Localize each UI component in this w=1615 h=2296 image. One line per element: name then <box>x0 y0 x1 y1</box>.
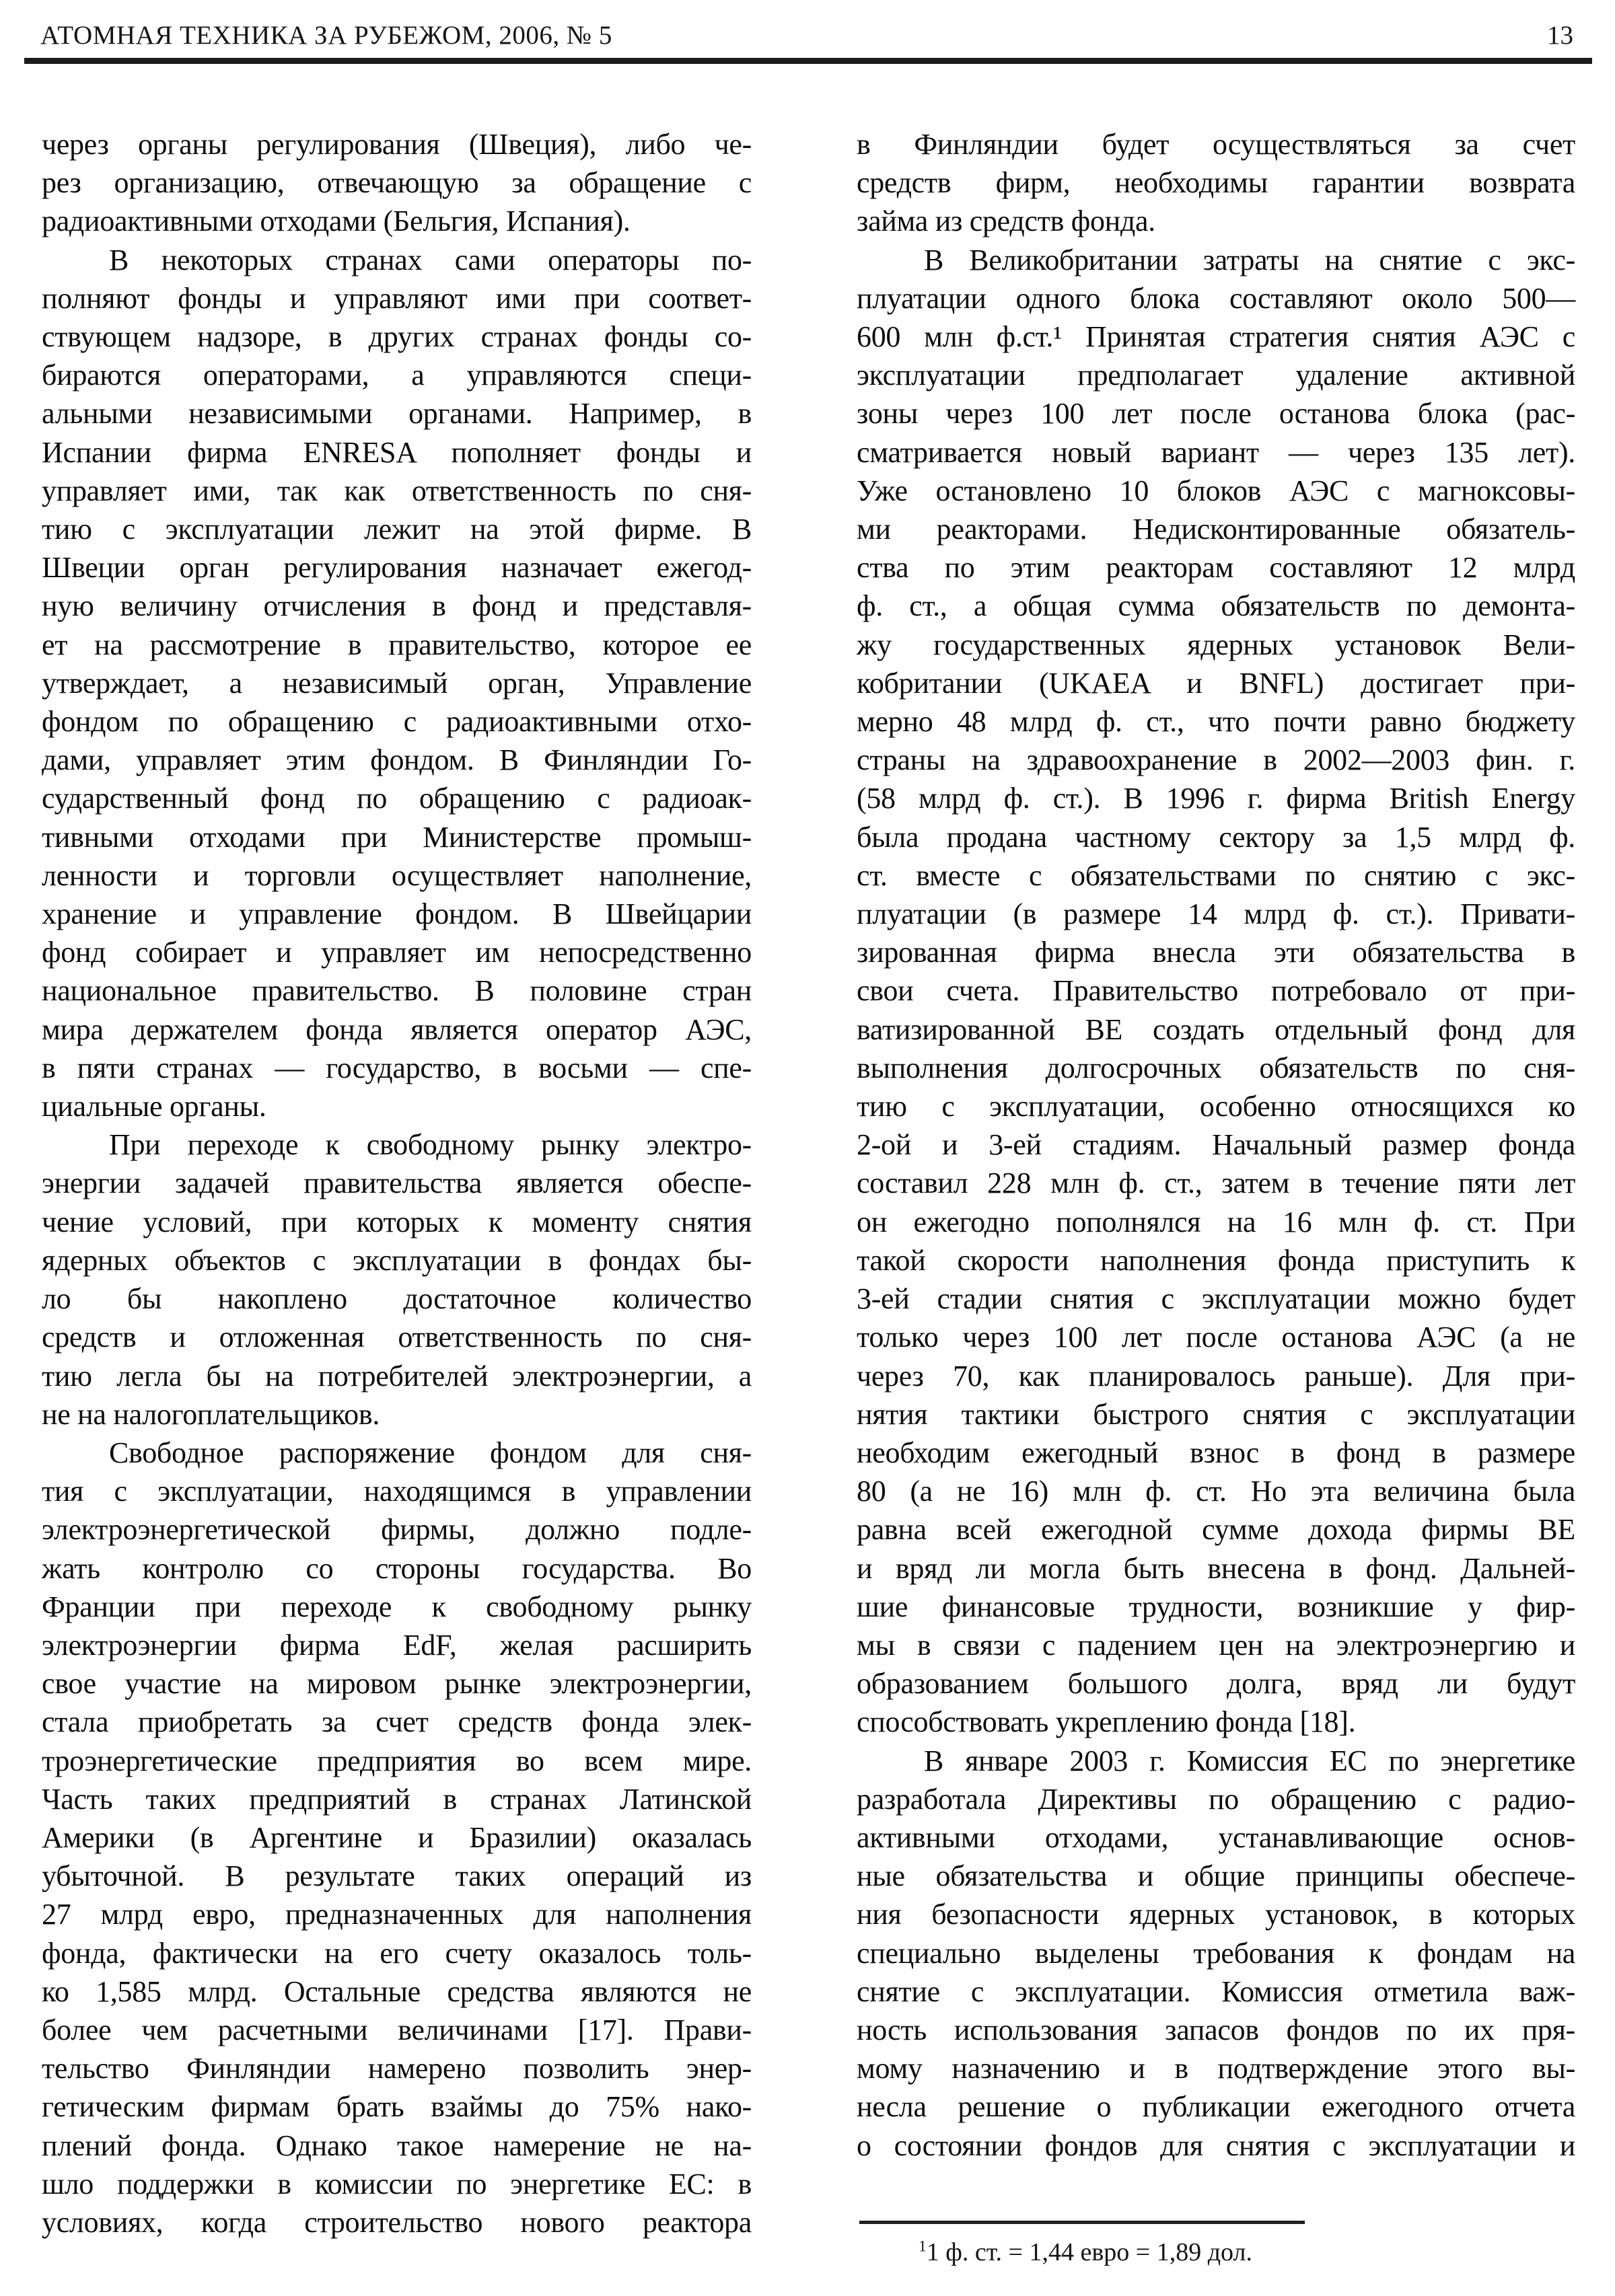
text-line: энергии задачей правительства является обеспе- <box>42 1166 752 1200</box>
text-line: 80 (а не 16) млн ф. ст. Но эта величина была <box>857 1475 1575 1508</box>
text-line: тию легла бы на потребителей электроэнергии, а <box>42 1359 752 1393</box>
text-line: образованием большого долга, вряд ли будут <box>857 1667 1575 1701</box>
text-line: мира держателем фонда является оператор АЭС, <box>42 1012 752 1046</box>
text-line: необходим ежегодный взнос в фонд в размере <box>857 1436 1575 1469</box>
text-line: сударственный фонд по обращению с радиоак- <box>42 782 752 815</box>
text-line: плуатации (в размере 14 млрд ф. ст.). Привати- <box>857 897 1575 931</box>
text-line: займа из средств фонда. <box>857 205 1155 238</box>
text-line: При переходе к свободному рынку электро- <box>109 1128 752 1162</box>
text-line: Часть таких предприятий в странах Латинской <box>42 1782 752 1816</box>
text-line: не на налогоплательщиков. <box>42 1397 380 1431</box>
text-line: троэнергетические предприятия во всем мире. <box>42 1744 752 1777</box>
text-line: ми реакторами. Недисконтированные обязатель- <box>857 513 1575 546</box>
text-line: Америки (в Аргентине и Бразилии) оказалась <box>42 1820 752 1854</box>
text-line: ло бы накоплено достаточное количество <box>42 1282 752 1316</box>
text-line: дами, управляет этим фондом. В Финляндии Го- <box>42 743 752 777</box>
text-line: через органы регулирования (Швеция), либо че- <box>42 128 752 161</box>
text-line: бираются операторами, а управляются специ- <box>42 359 752 392</box>
text-line: мерно 48 млрд ф. ст., что почти равно бюджету <box>857 705 1575 739</box>
text-line: специально выделены требования к фондам на <box>857 1936 1575 1970</box>
text-line: В Великобритании затраты на снятие с экс- <box>924 243 1575 276</box>
text-line: шло поддержки в комиссии по энергетике ЕС: в <box>42 2167 752 2200</box>
text-line: он ежегодно пополнялся на 16 млн ф. ст. При <box>857 1205 1575 1238</box>
footnote-separator <box>859 2221 1305 2224</box>
text-line: управляет ими, так как ответственность по сня- <box>42 474 752 507</box>
text-line: зоны через 100 лет после останова блока (рас- <box>857 397 1575 431</box>
text-line: Уже остановлено 10 блоков АЭС с магноксовы- <box>857 474 1575 507</box>
text-line: ет на рассмотрение в правительство, которое ее <box>42 628 752 661</box>
text-line: ф. ст., а общая сумма обязательств по демонта- <box>857 589 1575 623</box>
text-line: зированная фирма внесла эти обязательства в <box>857 936 1575 969</box>
text-line: жу государственных ядерных установок Вели- <box>857 628 1575 661</box>
text-line: нятия тактики быстрого снятия с эксплуатации <box>857 1397 1575 1431</box>
text-line: свои счета. Правительство потребовало от при- <box>857 974 1575 1008</box>
text-line: в пяти странах — государство, в восьми — спе- <box>42 1051 752 1084</box>
text-line: фондом по обращению с радиоактивными отхо- <box>42 705 752 739</box>
text-line: ватизированной BE создать отдельный фонд для <box>857 1012 1575 1046</box>
text-line: разработала Директивы по обращению с радио- <box>857 1782 1575 1816</box>
text-line: альными независимыми органами. Например, в <box>42 397 752 431</box>
text-line: плуатации одного блока составляют около 500— <box>857 281 1575 315</box>
page-number: 13 <box>1547 21 1573 50</box>
text-line: эксплуатации предполагает удаление активной <box>857 359 1575 392</box>
text-line: хранение и управление фондом. В Швейцарии <box>42 897 752 931</box>
text-line: циальные органы. <box>42 1090 266 1123</box>
text-line: выполнения долгосрочных обязательств по сня- <box>857 1051 1575 1084</box>
left-column <box>42 125 752 2242</box>
text-line: фонда, фактически на его счету оказалось толь- <box>42 1936 752 1970</box>
text-line: электроэнергии фирма EdF, желая расширить <box>42 1628 752 1662</box>
text-line: ст. вместе с обязательствами по снятию с экс- <box>857 858 1575 892</box>
text-line: фонд собирает и управляет им непосредственно <box>42 936 752 969</box>
text-line: гетическим фирмам брать взаймы до 75% нако- <box>42 2090 752 2124</box>
text-line: о состоянии фондов для снятия с эксплуатации и <box>857 2128 1575 2162</box>
text-line: более чем расчетными величинами [17]. Прави- <box>42 2013 752 2046</box>
text-line: Испании фирма ENRESA пополняет фонды и <box>42 435 752 469</box>
right-column <box>857 125 1575 2165</box>
text-line: тельство Финляндии намерено позволить энер- <box>42 2052 752 2085</box>
text-line: такой скорости наполнения фонда приступить к <box>857 1243 1575 1277</box>
text-line: Швеции орган регулирования назначает ежегод- <box>42 551 752 585</box>
text-line: была продана частному сектору за 1,5 млрд ф. <box>857 820 1575 854</box>
text-line: страны на здравоохранение в 2002—2003 фин. г. <box>857 743 1575 777</box>
text-line: только через 100 лет после останова АЭС (а не <box>857 1321 1575 1354</box>
text-line: тию с эксплуатации лежит на этой фирме. В <box>42 513 752 546</box>
text-line: утверждает, а независимый орган, Управление <box>42 666 752 700</box>
text-line: тивными отходами при Министерстве промыш- <box>42 820 752 854</box>
text-line: мому назначению и в подтверждение этого вы- <box>857 2052 1575 2085</box>
text-line: снятие с эксплуатации. Комиссия отметила важ- <box>857 1974 1575 2008</box>
text-line: В некоторых странах сами операторы по- <box>109 243 752 276</box>
text-line: ность использования запасов фондов по их пря- <box>857 2013 1575 2046</box>
text-line: национальное правительство. В половине стран <box>42 974 752 1008</box>
text-line: 2-ой и 3-ей стадиям. Начальный размер фонда <box>857 1128 1575 1162</box>
text-line: мы в связи с падением цен на электроэнергию и <box>857 1628 1575 1662</box>
text-line: В январе 2003 г. Комиссия ЕС по энергетике <box>924 1744 1575 1777</box>
text-line: ленности и торговли осуществляет наполнение, <box>42 858 752 892</box>
text-line: сматривается новый вариант — через 135 лет). <box>857 435 1575 469</box>
text-line: составил 228 млн ф. ст., затем в течение пяти лет <box>857 1166 1575 1200</box>
text-line: через 70, как планировалось раньше). Для при- <box>857 1359 1575 1393</box>
text-line: ния безопасности ядерных установок, в которых <box>857 1898 1575 1931</box>
text-line: кобритании (UKAEA и BNFL) достигает при- <box>857 666 1575 700</box>
text-line: радиоактивными отходами (Бельгия, Испания). <box>42 205 631 238</box>
footnote-marker: 1 <box>919 2237 927 2256</box>
text-line: тия с эксплуатации, находящимся в управлении <box>42 1475 752 1508</box>
text-line: ную величину отчисления в фонд и представля- <box>42 589 752 623</box>
text-line: убыточной. В результате таких операций из <box>42 1859 752 1893</box>
text-line: ные обязательства и общие принципы обеспече- <box>857 1859 1575 1893</box>
text-line: равна всей ежегодной сумме дохода фирмы BE <box>857 1513 1575 1547</box>
text-line: 3-ей стадии снятия с эксплуатации можно будет <box>857 1282 1575 1316</box>
text-line: ствующем надзоре, в других странах фонды со- <box>42 320 752 354</box>
text-line: ядерных объектов с эксплуатации в фондах бы- <box>42 1243 752 1277</box>
text-line: стала приобретать за счет средств фонда элек- <box>42 1705 752 1739</box>
text-line: 27 млрд евро, предназначенных для наполнения <box>42 1898 752 1931</box>
journal-title: АТОМНАЯ ТЕХНИКА ЗА РУБЕЖОМ, 2006, № 5 <box>40 21 612 50</box>
text-line: условиях, когда строительство нового реактора <box>42 2205 752 2239</box>
text-line: (58 млрд ф. ст.). В 1996 г. фирма British Energy <box>857 782 1575 815</box>
header-rule <box>24 58 1592 64</box>
text-line: свое участие на мировом рынке электроэнергии, <box>42 1667 752 1701</box>
text-line: электроэнергетической фирмы, должно подле- <box>42 1513 752 1547</box>
footnote <box>857 2235 1615 2270</box>
text-line: средств и отложенная ответственность по сня- <box>42 1321 752 1354</box>
text-line: шие финансовые трудности, возникшие у фир- <box>857 1590 1575 1623</box>
text-line: Франции при переходе к свободному рынку <box>42 1590 752 1623</box>
text-line: в Финляндии будет осуществляться за счет <box>857 128 1575 161</box>
text-line: средств фирм, необходимы гарантии возврата <box>857 166 1575 200</box>
text-line: активными отходами, устанавливающие основ- <box>857 1820 1575 1854</box>
text-line: рез организацию, отвечающую за обращение с <box>42 166 752 200</box>
text-line: способствовать укреплению фонда [18]. <box>857 1705 1356 1739</box>
text-line: полняют фонды и управляют ими при соответ- <box>42 281 752 315</box>
text-line: 600 млн ф.ст.¹ Принятая стратегия снятия АЭС с <box>857 320 1575 354</box>
text-line: ства по этим реакторам составляют 12 млрд <box>857 551 1575 585</box>
text-line: жать контролю со стороны государства. Во <box>42 1551 752 1585</box>
footnote-text: 1 ф. ст. = 1,44 евро = 1,89 дол. <box>926 2238 1252 2266</box>
text-line: плений фонда. Однако такое намерение не на- <box>42 2128 752 2162</box>
text-line: чение условий, при которых к моменту снятия <box>42 1205 752 1238</box>
text-line: и вряд ли могла быть внесена в фонд. Дальней- <box>857 1551 1575 1585</box>
text-line: ко 1,585 млрд. Остальные средства являются не <box>42 1974 752 2008</box>
text-line: тию с эксплуатации, особенно относящихся ко <box>857 1090 1575 1123</box>
text-line: несла решение о публикации ежегодного отчета <box>857 2090 1575 2124</box>
text-line: Свободное распоряжение фондом для сня- <box>109 1436 752 1469</box>
